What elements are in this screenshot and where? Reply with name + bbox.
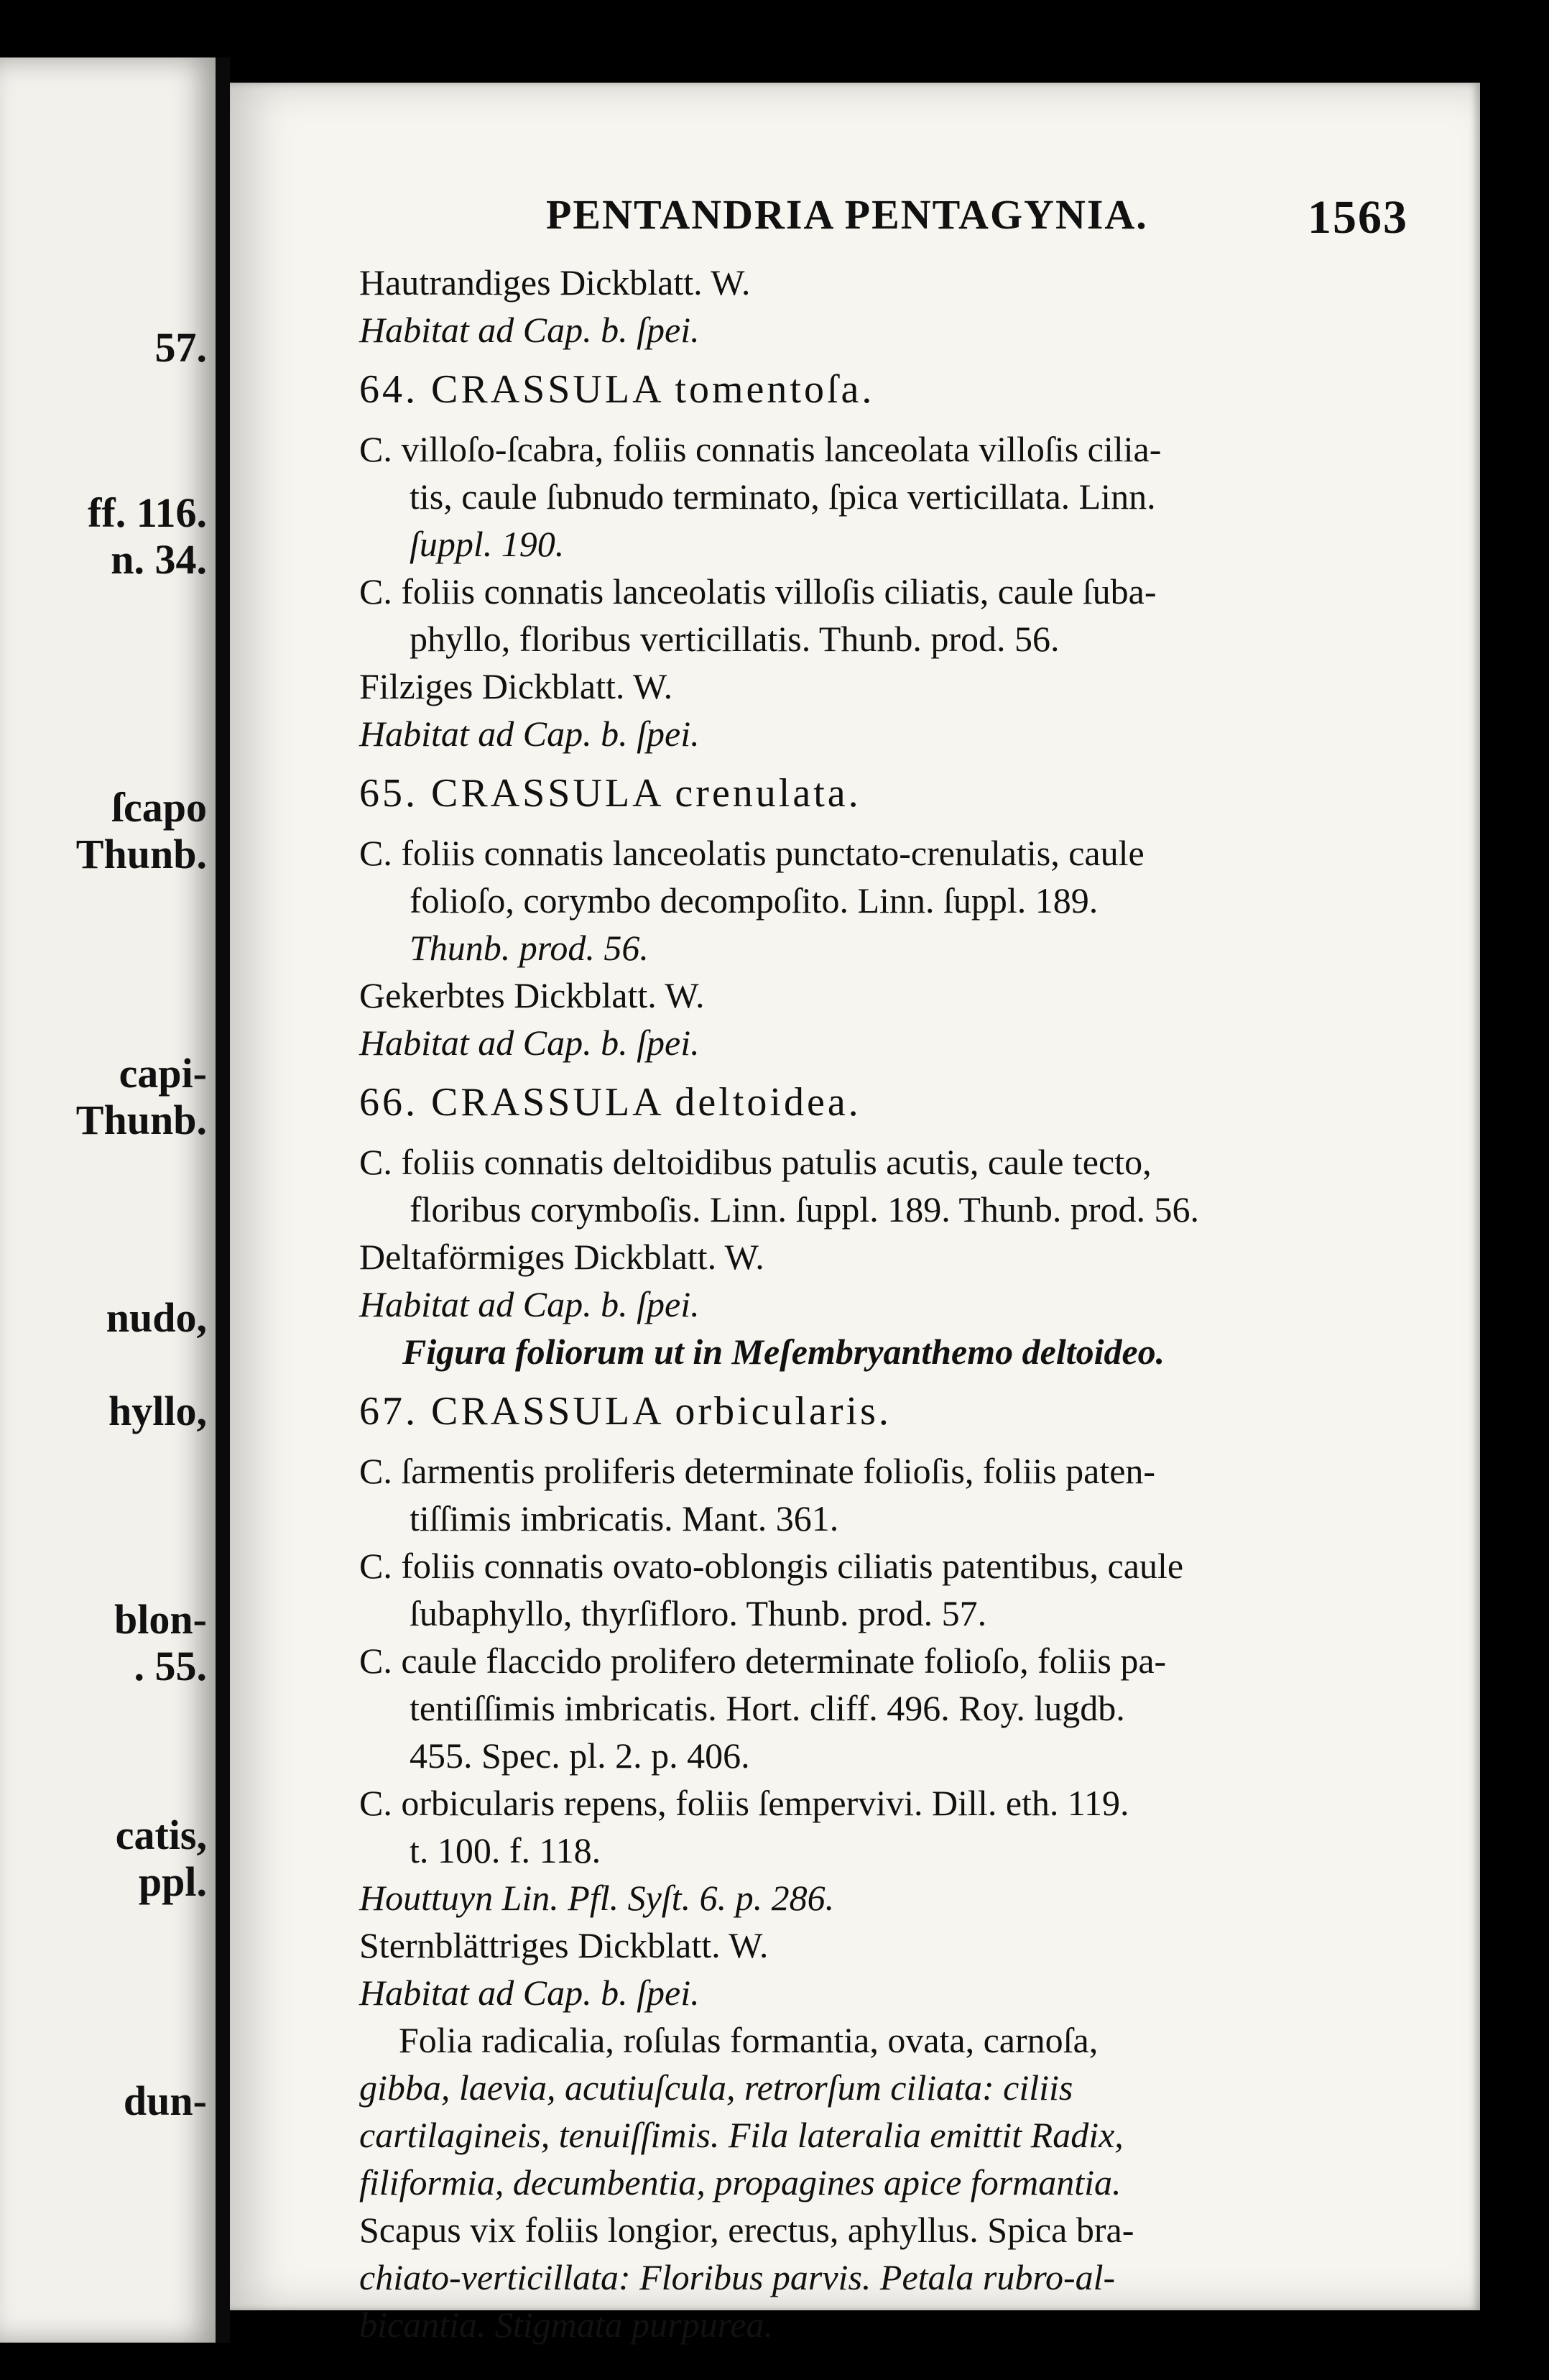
left-fragment: nudo, [106, 1294, 207, 1341]
text-line: ſubaphyllo, thyrſifloro. Thunb. prod. 57. [410, 1593, 987, 1633]
habitat-line: Habitat ad Cap. b. ſpei. [359, 310, 700, 350]
left-fragment: . 55. [134, 1643, 207, 1689]
left-fragment: ff. 116. [88, 489, 207, 536]
text-line: t. 100. f. 118. [410, 1830, 601, 1871]
page-number: 1563 [1308, 191, 1408, 244]
text-line: Scapus vix foliis longior, erectus, aphyllus. Spica bra- [359, 2210, 1134, 2250]
text-line: tiſſimis imbricatis. Mant. 361. [410, 1498, 839, 1539]
facing-page-left [0, 57, 216, 2343]
left-fragment: blon- [114, 1596, 207, 1643]
text-line: Filziges Dickblatt. W. [359, 666, 673, 706]
left-fragment: ſcapo [111, 784, 207, 831]
left-fragment: Thunb. [75, 831, 207, 877]
habitat-line: Habitat ad Cap. b. ſpei. [359, 714, 700, 754]
text-line: Sternblättriges Dickblatt. W. [359, 1925, 769, 1965]
left-fragment: Thunb. [75, 1097, 207, 1143]
habitat-line: Habitat ad Cap. b. ſpei. [359, 1284, 700, 1324]
left-fragment: catis, [115, 1812, 207, 1858]
text-line: filiformia, decumbentia, propagines apice formantia. [359, 2162, 1122, 2203]
species-heading: 67. CRASSULA orbicularis. [359, 1389, 892, 1434]
text-line: tis, caule ſubnudo terminato, ſpica verticillata. Linn. [410, 476, 1156, 517]
left-fragment: capi- [119, 1050, 207, 1097]
text-line: Folia radicalia, roſulas formantia, ovata, carnoſa, [399, 2020, 1099, 2060]
page-body [359, 259, 1451, 2348]
habitat-line: Habitat ad Cap. b. ſpei. [359, 1973, 700, 2013]
left-fragment: dun- [123, 2077, 207, 2124]
text-line: C. ſarmentis proliferis determinate folioſis, foliis paten- [359, 1451, 1156, 1491]
text-line: C. foliis connatis deltoidibus patulis acutis, caule tecto, [359, 1142, 1152, 1182]
text-line: 455. Spec. pl. 2. p. 406. [410, 1735, 750, 1776]
book-gutter [216, 57, 230, 2343]
text-line: folioſo, corymbo decompoſito. Linn. ſuppl. 189. [410, 880, 1099, 921]
left-fragment: n. 34. [111, 536, 207, 583]
text-line: C. villoſo-ſcabra, foliis connatis lanceolata villoſis cilia- [359, 429, 1162, 469]
text-line: Gekerbtes Dickblatt. W. [359, 975, 705, 1015]
text-line: phyllo, floribus verticillatis. Thunb. prod. 56. [410, 619, 1060, 659]
text-line: C. caule flaccido prolifero determinate folioſo, foliis pa- [359, 1641, 1167, 1681]
left-fragment: ppl. [138, 1858, 207, 1905]
text-line: Deltaförmiges Dickblatt. W. [359, 1237, 764, 1277]
text-line: Houttuyn Lin. Pfl. Syſt. 6. p. 286. [359, 1878, 835, 1918]
species-heading: 64. CRASSULA tomentoſa. [359, 367, 875, 412]
species-heading: 66. CRASSULA deltoidea. [359, 1080, 861, 1125]
left-fragment: 57. [154, 324, 207, 371]
habitat-line: Habitat ad Cap. b. ſpei. [359, 1023, 700, 1063]
text-line: floribus corymboſis. Linn. ſuppl. 189. Thunb. prod. 56. [410, 1189, 1200, 1230]
text-line: C. orbicularis repens, foliis ſempervivi. Dill. eth. 119. [359, 1783, 1129, 1823]
left-fragment: hyllo, [108, 1388, 207, 1434]
running-title: PENTANDRIA PENTAGYNIA. [546, 191, 1148, 238]
text-line: gibba, laevia, acutiuſcula, retrorſum ciliata: ciliis [359, 2067, 1073, 2108]
book-page [230, 83, 1480, 2345]
text-line: chiato-verticillata: Floribus parvis. Petala rubro-al- [359, 2257, 1116, 2297]
text-line: tentiſſimis imbricatis. Hort. cliff. 496. Roy. lugdb. [410, 1688, 1125, 1728]
text-line: C. foliis connatis lanceolatis villoſis ciliatis, caule ſuba- [359, 571, 1157, 612]
text-line: Hautrandiges Dickblatt. W. [359, 262, 751, 303]
text-line: Thunb. prod. 56. [410, 928, 649, 968]
text-line: bicantia. Stigmata purpurea. [359, 2305, 773, 2345]
figure-note: Figura foliorum ut in Meſembryanthemo deltoideo. [402, 1332, 1165, 1372]
text-line: ſuppl. 190. [410, 524, 565, 564]
species-heading: 65. CRASSULA crenulata. [359, 771, 861, 816]
text-line: C. foliis connatis ovato-oblongis ciliatis patentibus, caule [359, 1546, 1184, 1586]
text-line: cartilagineis, tenuiſſimis. Fila lateralia emittit Radix, [359, 2115, 1124, 2155]
text-line: C. foliis connatis lanceolatis punctato-crenulatis, caule [359, 833, 1145, 873]
